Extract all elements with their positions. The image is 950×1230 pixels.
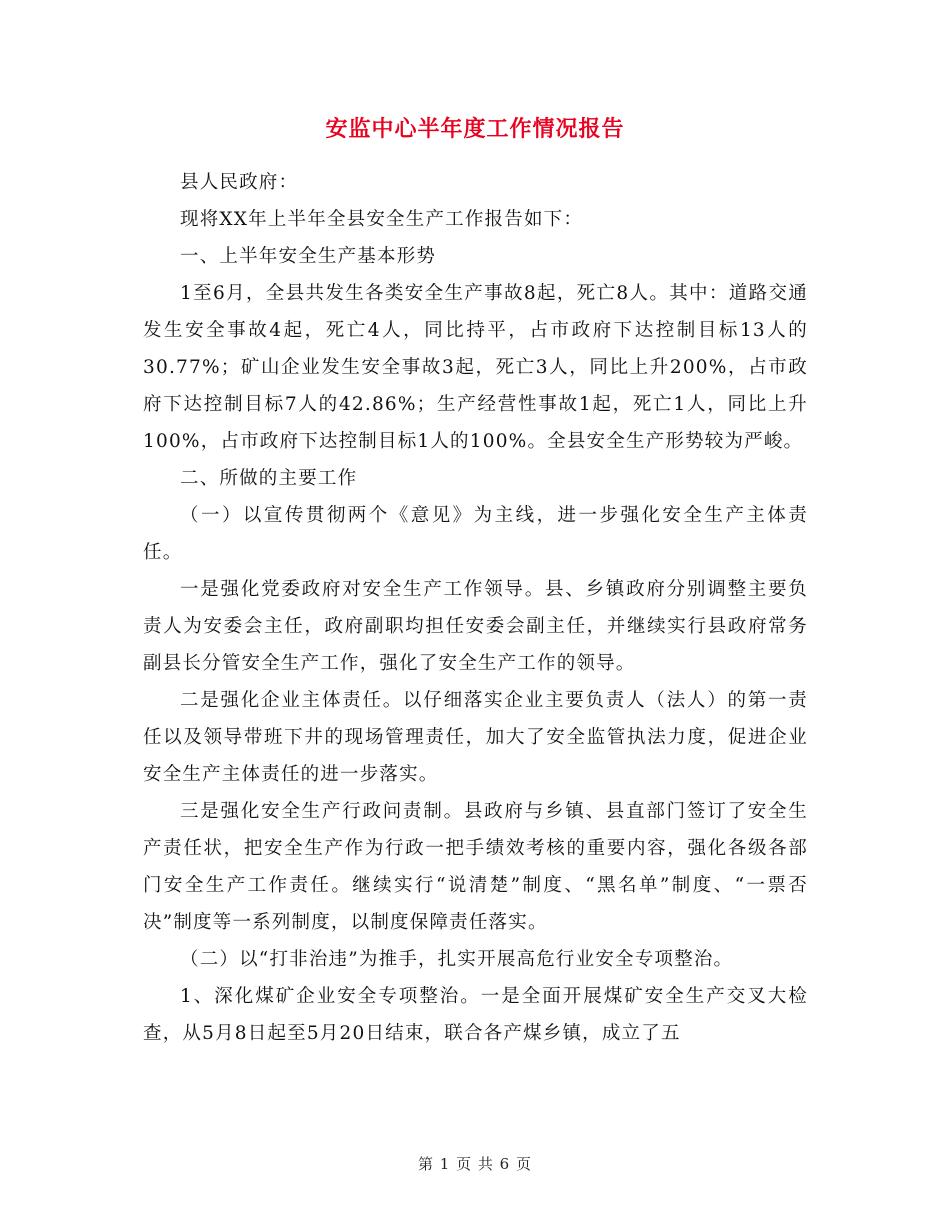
intro-paragraph: 现将XX年上半年全县安全生产工作报告如下： bbox=[180, 209, 584, 230]
section-heading-1: 一、上半年安全生产基本形势 bbox=[180, 246, 437, 267]
body-paragraph: 1、深化煤矿企业安全专项整治。一是全面开展煤矿安全生产交叉大检查，从5月8日起至5月20日结束，联合各产煤乡镇，成立了五 bbox=[143, 986, 808, 1044]
body-paragraph: 一是强化党委政府对安全生产工作领导。县、乡镇政府分别调整主要负责人为安委会主任，政府副职均担任安委会副主任，并继续实行县政府常务副县长分管安全生产工作，强化了安全生产工作的领导。 bbox=[143, 579, 808, 674]
subsection-heading-2: （二）以“打非治违”为推手，扎实开展高危行业安全专项整治。 bbox=[180, 949, 734, 970]
salutation: 县人民政府： bbox=[180, 172, 299, 193]
body-paragraph: 1至6月，全县共发生各类安全生产事故8起，死亡8人。其中：道路交通发生安全事故4起，死亡4人，同比持平，占市政府下达控制目标13人的30.77%；矿山企业发生安全事故3起，死亡3人，同比上升200%，占市政府下达控制目标7人的42.86%；生产经营性事故1起，死亡1人，同比上升100%，占市政府下达控制目标1人的100%。全县安全生产形势较为严峻。 bbox=[143, 283, 808, 452]
page-title: 安监中心半年度工作情况报告 bbox=[325, 117, 625, 142]
subsection-heading-1: （一）以宣传贯彻两个《意见》为主线，进一步强化安全生产主体责任。 bbox=[143, 505, 808, 563]
page-indicator: 第 1 页 共 6 页 bbox=[418, 1155, 532, 1173]
section-heading-2: 二、所做的主要工作 bbox=[180, 468, 358, 489]
document-body bbox=[143, 164, 808, 1052]
body-paragraph: 三是强化安全生产行政问责制。县政府与乡镇、县直部门签订了安全生产责任状，把安全生产作为行政一把手绩效考核的重要内容，强化各级各部门安全生产工作责任。继续实行“说清楚”制度、“黑名单”制度、“一票否决”制度等一系列制度，以制度保障责任落实。 bbox=[143, 801, 808, 933]
body-paragraph: 二是强化企业主体责任。以仔细落实企业主要负责人（法人）的第一责任以及领导带班下井的现场管理责任，加大了安全监管执法力度，促进企业安全生产主体责任的进一步落实。 bbox=[143, 690, 808, 785]
